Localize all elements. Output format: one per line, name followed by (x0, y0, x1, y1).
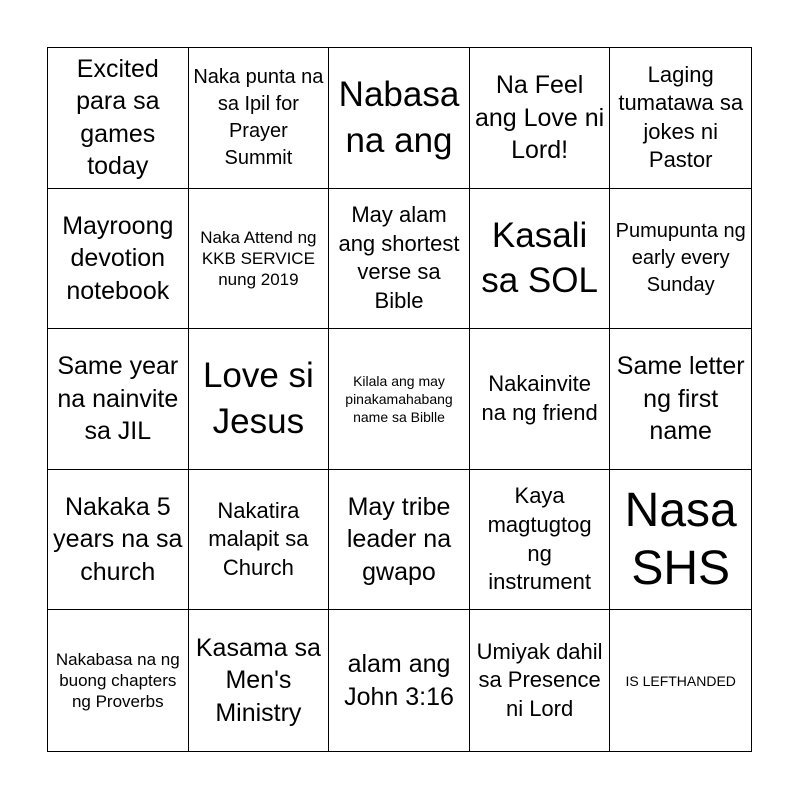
bingo-cell[interactable]: Mayroong devotion notebook (48, 189, 189, 330)
bingo-cell[interactable]: Naka punta na sa Ipil for Prayer Summit (189, 48, 330, 189)
bingo-cell[interactable]: Same letter ng first name (610, 329, 751, 470)
bingo-cell[interactable]: May alam ang shortest verse sa Bible (329, 189, 470, 330)
bingo-cell[interactable]: Kasali sa SOL (470, 189, 611, 330)
bingo-cell[interactable]: Excited para sa games today (48, 48, 189, 189)
bingo-cell[interactable]: Love si Jesus (189, 329, 330, 470)
bingo-cell[interactable]: Naka Attend ng KKB SERVICE nung 2019 (189, 189, 330, 330)
bingo-cell[interactable]: IS LEFTHANDED (625, 672, 736, 689)
bingo-cell[interactable]: Same year na nainvite sa JIL (48, 329, 189, 470)
bingo-cell[interactable]: Nabasa na ang (329, 48, 470, 189)
bingo-board (47, 47, 752, 752)
bingo-cell[interactable]: Kasama sa Men's Ministry (189, 610, 330, 751)
bingo-cell[interactable]: Kilala ang may pinakamahabang name sa Biblle (329, 329, 470, 470)
bingo-cell[interactable]: Nasa SHS (610, 470, 751, 611)
bingo-cell[interactable]: Kaya magtugtog ng instrument (470, 470, 611, 611)
bingo-cell[interactable]: Pumupunta ng early every Sunday (610, 189, 751, 330)
bingo-cell[interactable]: Na Feel ang Love ni Lord! (470, 48, 611, 189)
bingo-cell[interactable]: Nakatira malapit sa Church (189, 470, 330, 611)
bingo-cell[interactable]: Nakaka 5 years na sa church (48, 470, 189, 611)
bingo-cell[interactable]: alam ang John 3:16 (329, 610, 470, 751)
bingo-cell[interactable]: May tribe leader na gwapo (329, 470, 470, 611)
bingo-cell[interactable]: Nakainvite na ng friend (470, 329, 611, 470)
bingo-cell[interactable]: Nakabasa na ng buong chapters ng Proverbs (48, 610, 189, 751)
bingo-cell[interactable]: Laging tumatawa sa jokes ni Pastor (610, 48, 751, 189)
bingo-cell[interactable]: Umiyak dahil sa Presence ni Lord (470, 610, 611, 751)
